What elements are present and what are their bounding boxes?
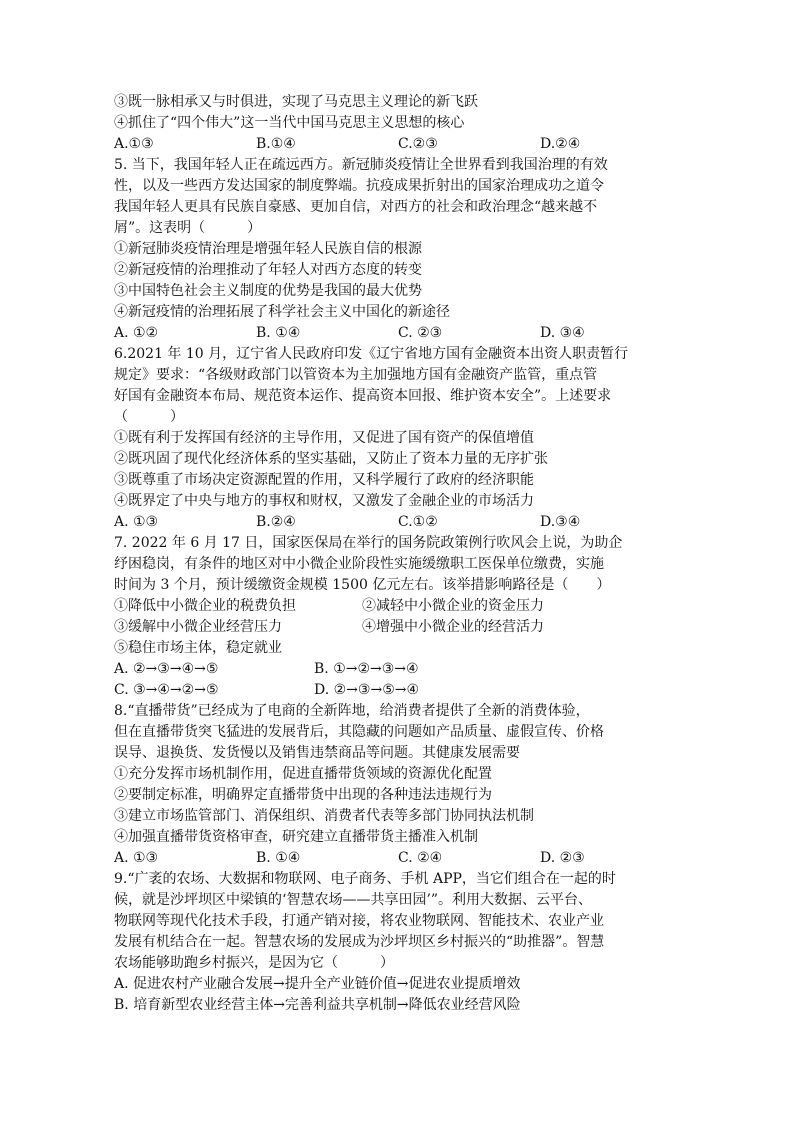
q8-options bbox=[114, 848, 684, 869]
q5-option-c: C. ②③ bbox=[398, 325, 443, 341]
q5-stem-line: 5. 当下，我国年轻人正在疏远西方。新冠肺炎疫情让全世界看到我国治理的有效 bbox=[114, 157, 608, 173]
q9-stem-line: 物联网等现代化技术手段，打通产销对接，将农业物联网、智能技术、农业产业 bbox=[114, 913, 604, 929]
q8-option-d: D. ②③ bbox=[540, 850, 585, 866]
q6-stem-line: 好国有金融资本布局、规范资本运作、提高资本回报、维护资本安全”。上述要求 bbox=[114, 388, 612, 404]
q9-stem-line: 发展有机结合在一起。智慧农场的发展成为沙坪坝区乡村振兴的“助推器”。智慧 bbox=[114, 934, 605, 950]
q5-option-b: B. ①④ bbox=[256, 325, 301, 341]
q6-option-b: B.②④ bbox=[256, 514, 296, 530]
question-7 bbox=[114, 533, 684, 701]
q4-option-a: A.①③ bbox=[114, 136, 154, 152]
q4-option-c: C.②③ bbox=[398, 136, 438, 152]
q4-option-b: B.①④ bbox=[256, 136, 296, 152]
q9-option-b: B. 培育新型农业经营主体→完善利益共享机制→降低农业经营风险 bbox=[114, 997, 521, 1013]
q4-item-3: ③既一脉相承又与时俱进，实现了马克思主义理论的新飞跃 bbox=[114, 94, 478, 110]
q5-item-4: ④新冠疫情的治理拓展了科学社会主义中国化的新途径 bbox=[114, 304, 450, 320]
q6-option-a: A. ①③ bbox=[114, 514, 159, 530]
q7-item-1: ①降低中小微企业的税费负担 bbox=[114, 598, 296, 614]
q7-stem-line: 时间为 3 个月，预计缓缴资金规模 1500 亿元左右。该举措影响路径是（ ） bbox=[114, 577, 611, 593]
q6-option-d: D.③④ bbox=[540, 514, 581, 530]
q9-stem-line: 候，就是沙坪坝区中梁镇的‘智慧农场——共享田园’”。利用大数据、云平台、 bbox=[114, 892, 593, 908]
q7-options-row-2 bbox=[114, 680, 684, 701]
q7-option-d: D. ②→③→⑤→④ bbox=[314, 682, 420, 698]
q7-item-2: ②减轻中小微企业的资金压力 bbox=[362, 598, 544, 614]
q7-option-c: C. ③→④→②→⑤ bbox=[114, 682, 219, 698]
q7-option-b: B. ①→②→③→④ bbox=[314, 661, 419, 677]
q7-stem-line: 纾困稳岗，有条件的地区对中小微企业阶段性实施缓缴职工医保单位缴费，实施 bbox=[114, 556, 604, 572]
q5-option-d: D. ③④ bbox=[540, 325, 585, 341]
q8-option-a: A. ①③ bbox=[114, 850, 159, 866]
question-4-tail bbox=[114, 92, 684, 155]
question-6 bbox=[114, 344, 684, 533]
q6-item-1: ①既有利于发挥国有经济的主导作用，又促进了国有资产的保值增值 bbox=[114, 430, 534, 446]
q8-option-b: B. ①④ bbox=[256, 850, 301, 866]
q5-options bbox=[114, 323, 684, 344]
q7-items-row-2 bbox=[114, 617, 684, 638]
q9-stem-line: 农场能够助跑乡村振兴，是因为它（ ） bbox=[114, 955, 394, 971]
q7-items-row-1 bbox=[114, 596, 684, 617]
question-9 bbox=[114, 869, 684, 1016]
q8-option-c: C. ②④ bbox=[398, 850, 443, 866]
q9-option-a: A. 促进农村产业融合发展→提升全产业链价值→促进农业提质增效 bbox=[114, 976, 521, 992]
q6-stem-line: 6.2021 年 10 月，辽宁省人民政府印发《辽宁省地方国有金融资本出资人职责暂行 bbox=[114, 346, 629, 362]
q4-options bbox=[114, 134, 684, 155]
q8-item-2: ②要制定标准，明确界定直播带货中出现的各种违法违规行为 bbox=[114, 787, 492, 803]
q7-option-a: A. ②→③→④→⑤ bbox=[114, 661, 219, 677]
exam-page bbox=[114, 92, 684, 1016]
q9-stem-line: 9.“广袤的农场、大数据和物联网、电子商务、手机 APP，当它们组合在一起的时 bbox=[114, 871, 616, 887]
q6-item-3: ③既尊重了市场决定资源配置的作用，又科学履行了政府的经济职能 bbox=[114, 472, 534, 488]
q8-item-4: ④加强直播带货资格审查，研究建立直播带货主播准入机制 bbox=[114, 829, 478, 845]
q6-stem-line: 规定》要求：“各级财政部门以管资本为主加强地方国有金融资产监管，重点管 bbox=[114, 367, 598, 383]
q5-stem-line: 屑”。这表明（ ） bbox=[114, 220, 262, 236]
q4-item-4: ④抓住了“四个伟大”这一当代中国马克思主义思想的核心 bbox=[114, 115, 465, 131]
q8-item-3: ③建立市场监管部门、消保组织、消费者代表等多部门协同执法机制 bbox=[114, 808, 534, 824]
question-5 bbox=[114, 155, 684, 344]
q6-item-2: ②既巩固了现代化经济体系的坚实基础，又防止了资本力量的无序扩张 bbox=[114, 451, 548, 467]
q7-stem-line: 7. 2022 年 6 月 17 日，国家医保局在举行的国务院政策例行吹风会上说，为助企 bbox=[114, 535, 623, 551]
q7-item-3: ③缓解中小微企业经营压力 bbox=[114, 619, 282, 635]
q5-item-1: ①新冠肺炎疫情治理是增强年轻人民族自信的根源 bbox=[114, 241, 422, 257]
q8-stem-line: 但在直播带货突飞猛进的发展背后，其隐藏的问题如产品质量、虚假宣传、价格 bbox=[114, 724, 604, 740]
q4-option-d: D.②④ bbox=[540, 136, 581, 152]
q5-item-3: ③中国特色社会主义制度的优势是我国的最大优势 bbox=[114, 283, 422, 299]
q7-item-4: ④增强中小微企业的经营活力 bbox=[362, 619, 544, 635]
q6-stem-line: （ ） bbox=[114, 409, 184, 425]
q8-stem-line: 8.“直播带货”已经成为了电商的全新阵地，给消费者提供了全新的消费体验， bbox=[114, 703, 590, 719]
q7-options-row-1 bbox=[114, 659, 684, 680]
q7-item-5: ⑤稳住市场主体，稳定就业 bbox=[114, 640, 282, 656]
q5-stem-line: 性，以及一些西方发达国家的制度弊端。抗疫成果折射出的国家治理成功之道令 bbox=[114, 178, 604, 194]
q5-stem-line: 我国年轻人更具有民族自豪感、更加自信，对西方的社会和政治理念“越来越不 bbox=[114, 199, 598, 215]
q6-options bbox=[114, 512, 684, 533]
q6-item-4: ④既界定了中央与地方的事权和财权，又激发了金融企业的市场活力 bbox=[114, 493, 534, 509]
q5-option-a: A. ①② bbox=[114, 325, 159, 341]
q5-item-2: ②新冠疫情的治理推动了年轻人对西方态度的转变 bbox=[114, 262, 422, 278]
q6-option-c: C.①② bbox=[398, 514, 438, 530]
question-8 bbox=[114, 701, 684, 869]
q8-stem-line: 误导、退换货、发货慢以及销售违禁商品等问题。其健康发展需要 bbox=[114, 745, 520, 761]
q8-item-1: ①充分发挥市场机制作用，促进直播带货领域的资源优化配置 bbox=[114, 766, 492, 782]
